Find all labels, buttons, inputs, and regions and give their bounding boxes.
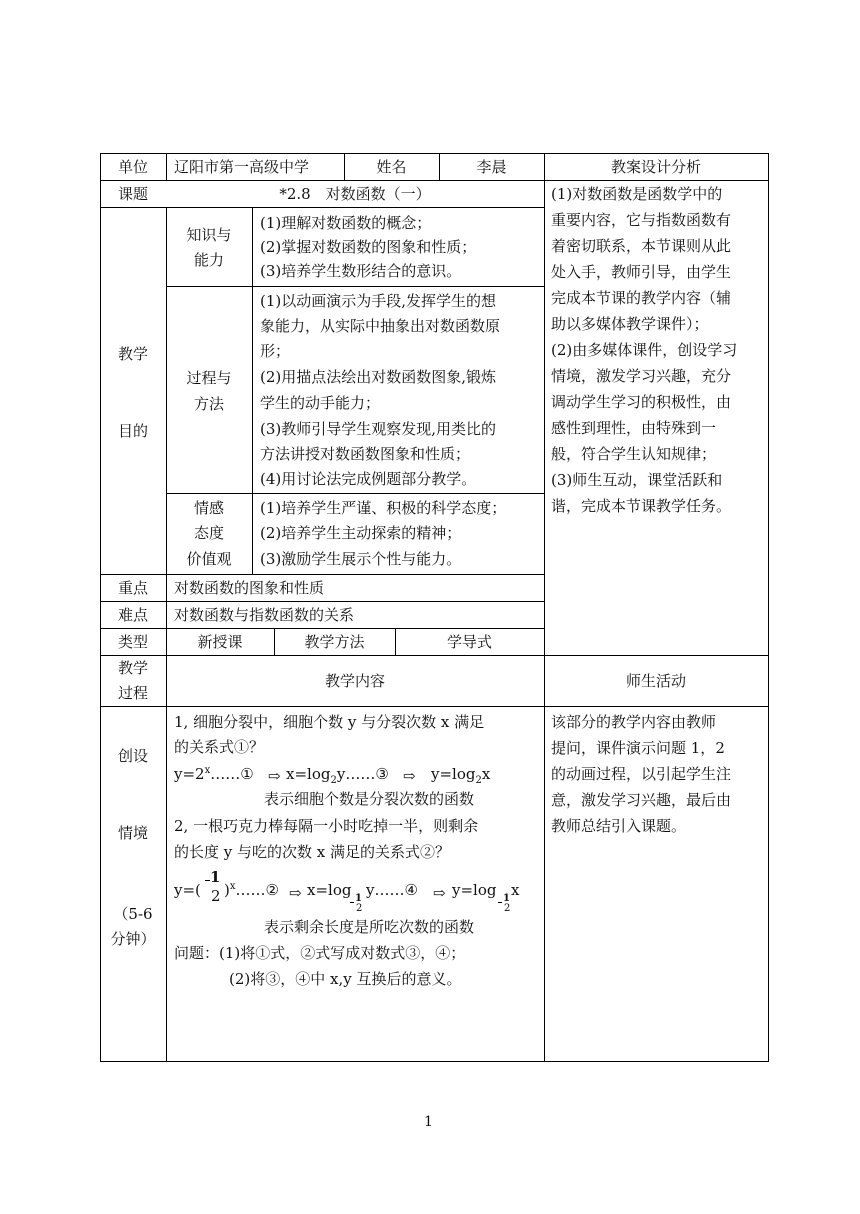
formula2-open: y=( (174, 881, 201, 899)
problem1-line1: 1, 细胞分裂中，细胞个数 y 与分裂次数 x 满足 (174, 713, 485, 731)
knowledge-line: (3)培养学生数形结合的意识。 (260, 262, 462, 280)
formula2-numerator: 1 (210, 868, 221, 886)
analysis-line: 处入手，教师引导，由学生 (551, 263, 732, 281)
analysis-line: (3)师生互动，课堂活跃和 (551, 471, 723, 489)
type-label: 类型 (117, 633, 148, 651)
formula2-close (224, 879, 279, 904)
stage-label-line3: （5-6 (113, 905, 153, 923)
analysis-line: 般，符合学生认知规律； (551, 445, 717, 463)
key-point-label: 重点 (117, 579, 148, 597)
analysis-header: 教案设计分析 (610, 158, 701, 176)
formula1-log (286, 763, 389, 788)
method-label: 教学方法 (304, 633, 365, 651)
knowledge-label-line2: 能力 (193, 251, 224, 269)
analysis-line: 谐，完成本节课教学任务。 (551, 497, 732, 515)
formula1-base: 2 (330, 775, 337, 786)
process-line: 象能力，从实际中抽象出对数函数原 (260, 317, 501, 335)
knowledge-label-line1: 知识与 (186, 226, 232, 244)
activity-line: 意，激发学习兴趣，最后由 (551, 791, 732, 809)
analysis-line: (1)对数函数是函数学中的 (551, 185, 723, 203)
goals-label-line1: 教学 (117, 345, 148, 363)
fraction-bar (350, 902, 354, 903)
unit-value: 辽阳市第一高级中学 (174, 158, 310, 176)
formula1-part: ……① (210, 765, 254, 783)
type-value: 新授课 (197, 633, 243, 651)
fraction-bar (205, 880, 210, 881)
analysis-line: 调动学生学习的积极性，由 (551, 393, 732, 411)
arrow-icon: ⇨ (289, 884, 302, 902)
emotion-label-line3: 价值观 (186, 550, 232, 568)
content-header: 教学内容 (324, 672, 385, 690)
formula1-caption: 表示细胞个数是分裂次数的函数 (264, 790, 475, 808)
formula2-inverse: y=log (452, 881, 497, 899)
unit-label: 单位 (117, 158, 148, 176)
process-line: (4)用讨论法完成例题部分教学。 (260, 470, 477, 488)
knowledge-line: (1)理解对数函数的概念； (260, 214, 432, 232)
formula2-log: x=log (307, 881, 352, 899)
analysis-line: 感性到理性，由特殊到一 (551, 419, 717, 437)
emotion-line: (2)培养学生主动探索的精神； (260, 524, 462, 542)
topic-label: 课题 (117, 185, 148, 203)
formula1-part: x=log (286, 765, 331, 783)
emotion-line: (3)激励学生展示个性与能力。 (260, 550, 462, 568)
formula1-part: y=2 (174, 765, 205, 783)
formula2-inverse-tail: x (511, 881, 520, 899)
arrow-icon: ⇨ (403, 767, 416, 785)
key-point-value: 对数函数的图象和性质 (174, 579, 325, 597)
process-label-line1: 过程与 (186, 369, 232, 387)
formula2-part: ……② (235, 881, 279, 899)
process-line: 形； (260, 342, 291, 360)
difficulty-label: 难点 (117, 606, 148, 624)
formula2-base-den: 2 (356, 903, 363, 914)
formula1 (174, 763, 254, 788)
process-label-line2: 方法 (193, 395, 224, 413)
process-line: (2)用描点法绘出对数函数图象,锻炼 (260, 368, 497, 386)
analysis-line: 完成本节课的教学内容（辅 (551, 289, 732, 307)
stage-label-line2: 情境 (117, 824, 148, 842)
emotion-label-line1: 情感 (193, 499, 224, 517)
emotion-label-line2: 态度 (193, 524, 224, 542)
process-header-line1: 教学 (117, 659, 148, 677)
activity-line: 该部分的教学内容由教师 (551, 713, 717, 731)
process-line: 学生的动手能力； (260, 394, 381, 412)
analysis-line: (2)由多媒体课件，创设学习 (551, 341, 738, 359)
analysis-line: 助以多媒体教学课件）； (551, 315, 709, 333)
activity-header: 师生活动 (625, 672, 686, 690)
formula2-part: ) (224, 881, 230, 899)
goals-label-line2: 目的 (117, 422, 148, 440)
process-line: 方法讲授对数函数图象和性质； (260, 445, 471, 463)
process-header-line2: 过程 (117, 684, 148, 702)
problem2-line2: 的长度 y 与吃的次数 x 满足的关系式②？ (174, 843, 451, 861)
analysis-line: 着密切联系，本节课则从此 (551, 237, 732, 255)
problem1-line2: 的关系式①？ (174, 738, 265, 756)
formula1-part: y=log (431, 765, 476, 783)
name-value: 李晨 (476, 158, 507, 176)
arrow-icon: ⇨ (268, 767, 281, 785)
formula2-inverse-base-num: 1 (503, 893, 510, 904)
emotion-line: (1)培养学生严谨、积极的科学态度； (260, 499, 507, 517)
process-line: (1)以动画演示为手段,发挥学生的想 (260, 292, 497, 310)
fraction-bar (498, 902, 502, 903)
stage-label-line4: 分钟） (110, 930, 156, 948)
name-label: 姓名 (376, 158, 407, 176)
knowledge-line: (2)掌握对数函数的图象和性质； (260, 238, 477, 256)
formula1-exponent: x (204, 765, 211, 776)
method-value: 学导式 (446, 633, 492, 651)
formula2-base-num: 1 (355, 893, 362, 904)
analysis-line: 情境，激发学习兴趣，充分 (551, 367, 732, 385)
process-line: (3)教师引导学生观察发现,用类比的 (260, 420, 497, 438)
formula2-exponent: x (229, 881, 236, 892)
difficulty-value: 对数函数与指数函数的关系 (174, 606, 355, 624)
activity-line: 的动画过程，以引起学生注 (551, 765, 732, 783)
formula2-denominator: 2 (211, 887, 221, 905)
formula1-base: 2 (475, 775, 482, 786)
activity-line: 教师总结引入课题。 (551, 817, 687, 835)
question-line1: 问题：(1)将①式，②式写成对数式③，④； (174, 944, 466, 962)
activity-line: 提问，课件演示问题 1，2 (551, 739, 725, 757)
question-line2: (2)将③，④中 x,y 互换后的意义。 (229, 970, 462, 988)
analysis-line: 重要内容，它与指数函数有 (551, 211, 732, 229)
stage-label-line1: 创设 (117, 747, 148, 765)
formula1-inverse (431, 763, 490, 788)
formula2-caption: 表示剩余长度是所吃次数的函数 (264, 918, 475, 936)
problem2-line1: 2, 一根巧克力棒每隔一小时吃掉一半，则剩余 (174, 817, 479, 835)
formula1-part: y……③ (336, 765, 389, 783)
page-number: 1 (424, 1114, 433, 1130)
formula2-inverse-base-den: 2 (504, 903, 511, 914)
formula2-log-tail: y……④ (366, 881, 418, 899)
formula1-part: x (481, 765, 491, 783)
arrow-icon: ⇨ (433, 884, 446, 902)
topic-value: *2.8 对数函数（一） (279, 185, 431, 203)
